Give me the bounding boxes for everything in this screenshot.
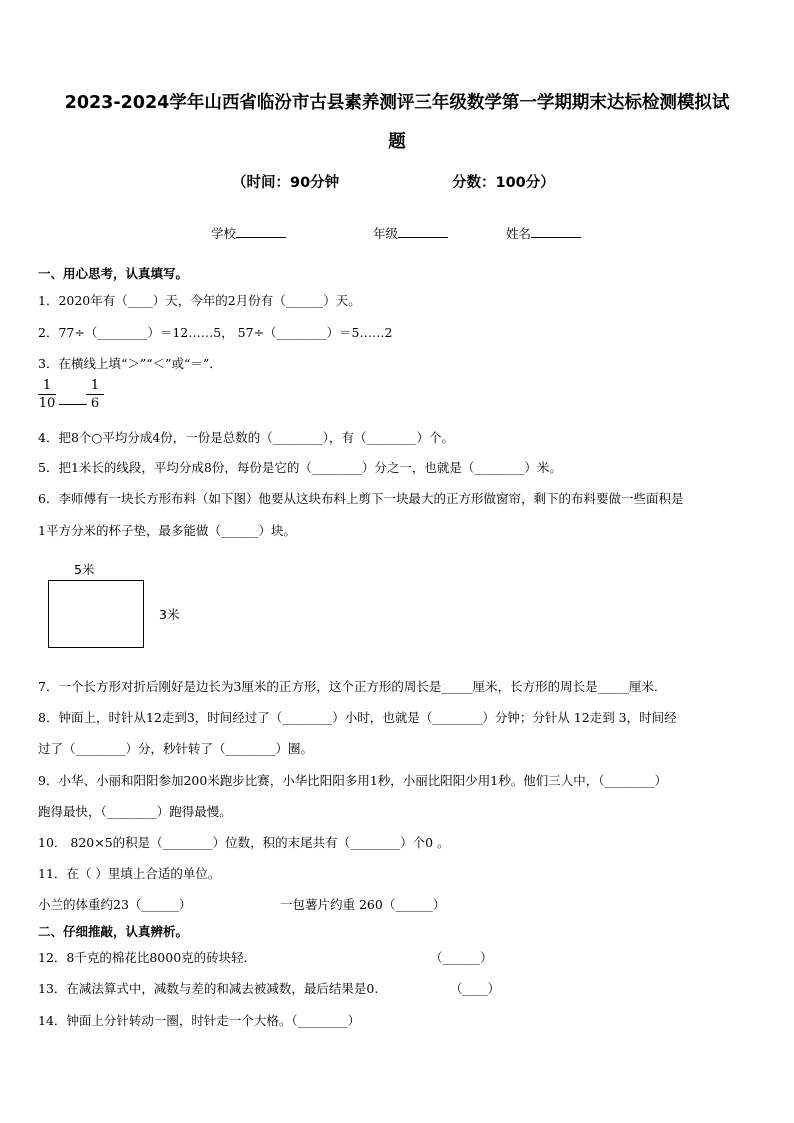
question-11: 11．在（ ）里填上合适的单位。	[38, 866, 221, 881]
question-6-line-1: 6．李师傅有一块长方形布料（如下图）他要从这块布料上剪下一块最大的正方形做窗帘，剩下的布料要做一些面积是	[38, 491, 684, 506]
title-line-2: 题	[388, 132, 406, 152]
question-2: 2．77÷（________）＝12……5， 57÷（________）＝5……2	[38, 325, 393, 340]
fraction-a-denominator: 10	[38, 396, 56, 411]
time-limit: （时间：90分钟	[232, 175, 340, 191]
question-9-line-2: 跑得最快，（________）跑得最慢。	[38, 804, 232, 819]
question-7: 7．一个长方形对折后刚好是边长为3厘米的正方形，这个正方形的周长是_____厘米，长方形的周长是_____厘米．	[38, 679, 667, 694]
comparison-blank[interactable]	[59, 404, 87, 405]
fraction-b-bar	[86, 394, 104, 395]
name-line	[531, 225, 581, 238]
question-13: 13．在减法算式中，减数与差的和减去被减数，最后结果是0.	[38, 981, 379, 996]
total-score: 分数：100分）	[452, 175, 555, 191]
exam-title	[30, 84, 764, 162]
question-8-line-2: 过了（________）分，秒针转了（________）圈。	[38, 741, 314, 756]
question-11-b: 一包薯片约重 260（______）	[280, 897, 446, 912]
question-12: 12．8千克的棉花比8000克的砖块轻．	[38, 950, 257, 965]
fraction-a-numerator: 1	[42, 378, 52, 393]
question-3: 3．在横线上填“＞”“＜”或“＝”．	[38, 356, 222, 371]
question-13-blank[interactable]: （____）	[450, 981, 501, 996]
question-8-line-1: 8．钟面上，时针从12走到3，时间经过了（________）小时，也就是（________）分钟；分针从 12走到 3，时间经	[38, 710, 677, 725]
question-11-a: 小兰的体重约23（______）	[38, 897, 192, 912]
question-5: 5．把1米长的线段，平均分成8份，每份是它的（________）分之一，也就是（________）米。	[38, 460, 562, 475]
name-field[interactable]	[506, 224, 581, 242]
school-label: 学校	[211, 226, 237, 241]
fraction-b	[86, 378, 104, 411]
question-9-line-1: 9．小华、小丽和阳阳参加200米跑步比赛，小华比阳阳多用1秒，小丽比阳阳少用1秒。他们三人中，（________）	[38, 773, 667, 788]
question-1: 1．2020年有（____）天，今年的2月份有（______）天。	[38, 293, 361, 308]
fraction-a-bar	[38, 394, 56, 395]
grade-line	[398, 225, 448, 238]
school-line	[236, 225, 286, 238]
section-2-heading: 二、仔细推敲，认真辨析。	[38, 924, 189, 939]
name-label: 姓名	[506, 226, 532, 241]
figure-width-label: 5米	[74, 562, 95, 577]
question-14: 14．钟面上分针转动一圈，时针走一个大格。（________）	[38, 1013, 361, 1028]
question-6-line-2: 1平方分米的杯子垫，最多能做（______）块。	[38, 523, 296, 538]
question-10: 10． 820×5的积是（________）位数，积的末尾共有（________）个0 。	[38, 835, 450, 850]
school-field[interactable]	[211, 224, 286, 242]
question-12-blank[interactable]: （______）	[430, 950, 493, 965]
fraction-b-denominator: 6	[90, 396, 100, 411]
title-line-1: 2023-2024学年山西省临汾市古县素养测评三年级数学第一学期期末达标检测模拟试	[64, 93, 730, 113]
question-4: 4．把8个○平均分成4份，一份是总数的（________），有（________）个。	[38, 430, 455, 445]
fraction-a	[38, 378, 56, 411]
fraction-b-numerator: 1	[90, 378, 100, 393]
section-1-heading: 一、用心思考，认真填写。	[38, 266, 189, 281]
grade-field[interactable]	[373, 224, 448, 242]
rectangle-figure	[48, 580, 144, 648]
grade-label: 年级	[373, 226, 399, 241]
figure-height-label: 3米	[159, 607, 180, 622]
